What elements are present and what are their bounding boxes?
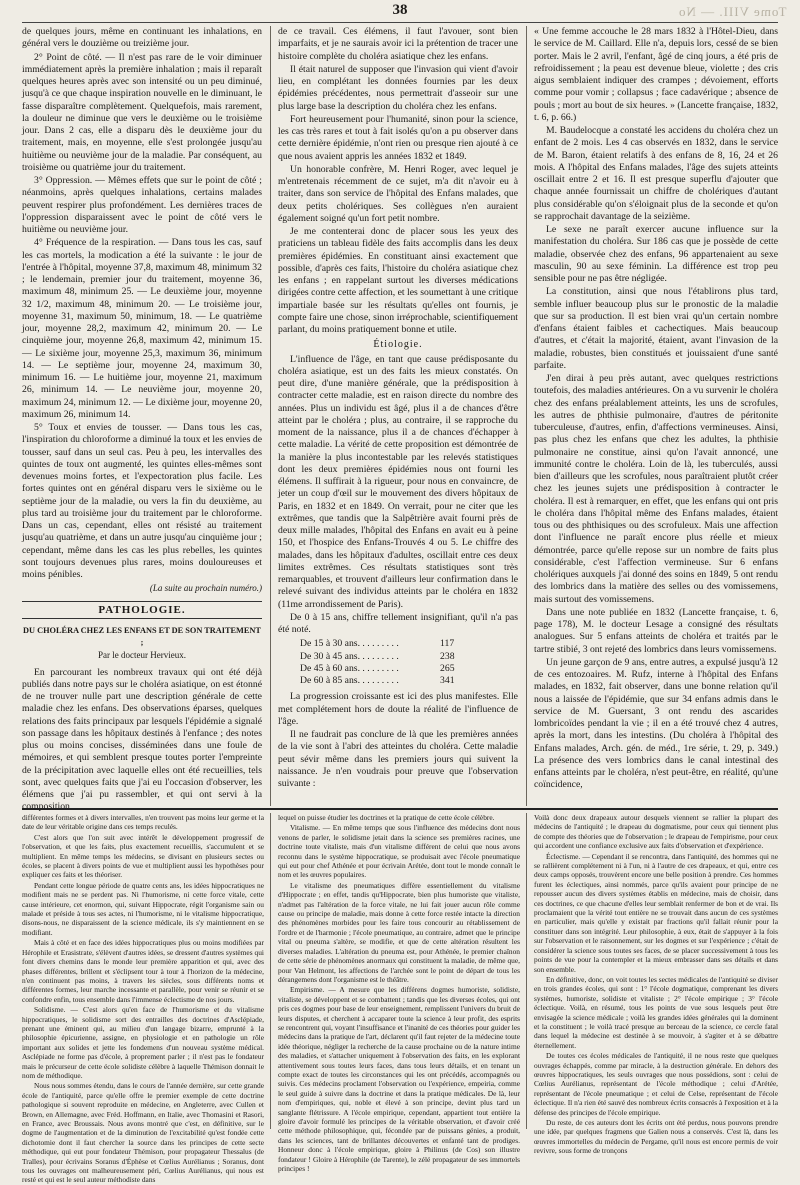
paragraph: C'est alors que l'on suit avec intérêt le développement progressif de l'observation, et que les faits, plus exactement recueillis, s'accumulent et se multiplient. En même temps les médecins, se divisant en plusieurs sectes ou écoles, se placent à divers points de vue et multiplient aussi les hypothèses pour expliquer ces faits et les théoriser. — [22, 832, 264, 880]
paragraph: M. Baudelocque a constaté les accidens du choléra chez un enfant de 2 mois. Les 4 cas observés en 1832, dans le service de M. Baron, étaient relatifs à des enfans de 8, 16, 24 et 26 mois. A l'hôpital des Enfans malades, l'âge des sujets atteints oscillait entre 2 et 16. Il est presque superflu d'ajouter que chaque année fournissait un chiffre de cholériques d'autant plus considérable qu'on s'éloignait plus de la seconde et qu'on se rapprochait davantage de la seizième. — [534, 125, 778, 222]
paragraph: Fort heureusement pour l'humanité, sinon pour la science, les cas très rares et tout à fait isolés qu'on a pu observer dans cette dernière épidémie, n'ont rien ou presque rien ajouté à ce que nous avaient appris les années 1832 et 1849. — [278, 113, 518, 162]
column-divider — [270, 813, 271, 1129]
column-divider — [526, 813, 527, 1129]
paragraph: Un jeune garçon de 9 ans, entre autres, a expulsé jusqu'à 12 de ces entozoaires. M. Rufz, interne à l'hôpital des Enfans malades, en 1832, fait observer, dans une bonne relation qu'il nous a laissée de l'épidémie, que sur 34 enfans admis dans le service de M. Guersant, 3 ont rendu des ascarides lombricoïdes pendant la vie ; il en a été trouvé chez 4 autres, après la mort, dans les intestins. (Du choléra à l'hôpital des Enfans malades, Arch. gén. de méd., 1re série, t. 29, p. 349.) La présence des vers lombrics dans le canal intestinal des enfans atteints par le choléra, n'est peut-être, en réalité, qu'une coïncidence, — [534, 656, 778, 791]
paragraph: Vitalisme. — En même temps que sous l'influence des médecins dont nous venons de parler, le solidisme jetait dans la science ses premières racines, une doctrine toute vitaliste, mais d'un vitalisme différent de celui que nous avons reconnu dans le système hippocratique, se produisait avec l'école pneumatique qui eut pour chef Athénée et pour écrivain Arétée, dont tout le monde connaît le nom et les œuvres populaires. — [278, 823, 520, 880]
table-row — [300, 651, 480, 663]
paragraph: lequel on puisse étudier les doctrines et la pratique de cette école célèbre. — [278, 813, 495, 822]
page-number: 38 — [392, 2, 408, 18]
table-row — [300, 638, 480, 650]
section-rule — [22, 601, 262, 602]
paragraph: Il ne faudrait pas conclure de là que les premières années de la vie sont à l'abri des atteintes du choléra. Cette maladie peut sévir même dans les premiers jours qui suivent la naissance. Je n'en voudrais pour preuve que l'observation suivante : — [278, 729, 518, 789]
paragraph: de ce travail. Ces élémens, il faut l'avouer, sont bien imparfaits, et je ne saurais avoir ici la prétention de tracer une histoire complète du choléra asiatique chez les enfans. — [278, 26, 518, 62]
age-range: De 15 à 30 ans. . . . . . . . . — [300, 638, 399, 650]
paragraph: Dans une note publiée en 1832 (Lancette française, t. 6, page 178), M. le docteur Lesage a consigné des résultats analogues. Sur 5 enfans atteints de choléra et traités par le tartre stibié, 3 ont rejeté des lombrics dans leurs vomissemens. — [534, 606, 778, 655]
continuation-note: (La suite au prochain numéro.) — [149, 583, 262, 594]
paragraph: La progression croissante est ici des plus manifestes. Elle met complétement hors de doute la réalité de l'influence de l'âge. — [278, 691, 518, 727]
upper-col1-paras — [22, 26, 262, 581]
paragraph: 2° Point de côté. — Il n'est pas rare de le voir diminuer immédiatement après la première inhalation ; mais il reparaît quelques heures après avec son intensité ou un peu diminué, jusqu'à ce que chaque inspiration nouvelle en le diminuant, le fasse disparaître complètement. Quelquefois, mais rarement, la douleur ne diminue que vers le deuxième ou le troisième jour. Dans 2 cas, elle a disparu dès le deuxième jour du traitement, mais, en moyenne, elle s'est prolongée jusqu'au huitième ou neuvième jour de la maladie. Par conséquent, au troisième ou quatrième jour du traitement. — [22, 51, 262, 173]
lower-column-1 — [22, 813, 264, 1185]
paragraph: « Une femme accouche le 28 mars 1832 à l'Hôtel-Dieu, dans le service de M. Caillard. Elle n'a, depuis lors, cessé de se bien porter. Mais le 2 avril, l'enfant, âgé de cinq jours, a été pris de refroidissement ; la peau est devenue bleue, violette ; des cris aigus semblaient indiquer des crampes ; dévoiement, efforts comme pour vomir ; collapsus ; face cadavérique ; absence de pouls ; mort au bout de six heures. » (Lancette française, 1832, t. 6, p. 66.) — [534, 26, 778, 123]
paragraph: Mais à côté et en face des idées hippocratiques plus ou moins modifiées par Hérophile et Erasistrate, s'élèvent d'autres idées, se dressent d'autres systèmes qui font divers chemins dans le monde leur première apparition et qui, avec des phases différentes, brillent et s'éclipsent tour à tour à l'horizon de la médecine, n'en continuent pas moins, à travers les siècles, sous différents noms et différentes formes, leur marche incessante et parallèle, pour venir se réunir et se confondre enfin, tous ensemble dans l'immense éclectisme de nos jours. — [22, 938, 264, 1004]
column-divider — [526, 26, 527, 806]
paragraph: Il était naturel de supposer que l'invasion qui vient d'avoir lieu, en complétant les données fournies par les deux épidémies précédentes, nous permettrait d'asseoir sur une plus large base la description du choléra chez les enfans. — [278, 63, 518, 112]
paragraph: Je me contenterai donc de placer sous les yeux des praticiens un tableau fidèle des faits accomplis dans les deux premières épidémies. En constituant ainsi exactement que possible, d'après ces faits, l'histoire du choléra asiatique chez les enfans ; en rappelant surtout les diverses médications dirigées contre cette affection, et les soumettant à une critique impartiale basée sur les résultats qu'elles ont fournis, je compte faire une chose, sinon irréprochable, scientifiquement parlant, du moins pratiquement bonne et utile. — [278, 226, 518, 335]
paragraph: En parcourant les nombreux travaux qui ont été déjà publiés dans notre pays sur le choléra asiatique, on est étonné de ne trouver nulle part une description générale de cette maladie chez les enfans. Des observations éparses, quelques relations des faits principaux par lesquels l'épidémie a signalé son passage dans les hôpitaux destinés à l'enfance ; des notes plus ou moins concises, disséminées dans une foule de mémoires, et qui semblent presque toutes porter l'empreinte de la précipitation avec laquelle elles ont été recueillies, tels sont, avec quelques faits que j'ai eu l'occasion d'observer, les élémens que j'ai pu rassembler, et qui ont servi à la composition — [22, 666, 262, 813]
paragraph: 4° Fréquence de la respiration. — Dans tous les cas, sauf les cas mortels, la modication a été la suivante : le jour de l'entrée à l'hôpital, moyenne 37,8, maximum 48, minimum 32 ; le lendemain, premier jour du traitement, moyenne 36, maximum 48, minimum 25. — Le deuxième jour, moyenne 32 1/2, maximum 48, minimum 20. — Le troisième jour, moyenne 31, maximum 50, minimum, 18. — Le quatrième jour, moyenne 28,2, maximum 42, minimum 20. — Le cinquième jour, moyenne 26,8, maximum 42, minimum 15. — Le sixième jour, moyenne 25,3, maximum 36, minimum 14. — Le septième jour, moyenne 24, maximum 30, minimum 16. — Le huitième jour, moyenne 21, maximum 26, minimum 14. — Le neuvième jour, moyenne 20, maximum 24, minimum 12. — Le dixième jour, moyenne 20, maximum 26, minimum 14. — [22, 237, 262, 420]
article-author: Par le docteur Hervieux. — [98, 650, 186, 661]
section-title: PATHOLOGIE. — [98, 603, 186, 616]
age-table — [300, 638, 518, 687]
paragraph: Pendant cette longue période de quatre cents ans, les idées hippocratiques ne modifient mais ne se perdent pas. Ni l'humorisme, ni cette force vitale, cette cause intérieure, cet enormon, qui, suivant Hippocrate, régit l'organisme sain ou malade et préside à tous ses actes, ni l'humorisme, ni le vitalisme hippocratique, disons-nous, ne disparaissent de la science médicale, ils s'y maintiennent en se modifiant. — [22, 880, 264, 937]
paragraph: La constitution, ainsi que nous l'établirons plus tard, semble influer beaucoup plus sur le pronostic de la maladie que sur sa production. Il est bien vrai qu'un certain nombre d'enfans étaient faibles et cachectiques. Mais beaucoup d'autres, et c'était la majorité, étaient, avant l'invasion de la maladie, robustes, bien constitués et jouissaient d'une santé parfaite. — [534, 286, 778, 371]
age-range: De 60 à 85 ans. . . . . . . . . — [300, 675, 399, 686]
paragraph: Voilà donc deux drapeaux autour desquels viennent se rallier la plupart des médecins de l'antiquité ; le drapeau du dogmatisme, pour ceux qui tiennent plus de compte des théories que de l'observation ; le drapeau de l'empirisme, pour ceux qui accordent une confiance exclusive aux faits d'observation et d'expérience. — [534, 813, 778, 851]
paragraph: Éclectisme. — Cependant il se rencontra, dans l'antiquité, des hommes qui ne se rallièrent complétement ni à l'un, ni à l'autre de ces drapeaux, et qui, entre ces deux camps opposés, trouvèrent encore une belle position à prendre. Ces hommes furent les éclectiques, ainsi nommés, parce qu'ils avaient pour principe de ne repousser aucun des divers systèmes établis en médecine, mais de choisir, dans ces doctrines, ce que chacune d'elles leur semblait renfermer de bon et de vrai. Ils proclamaient que la vérité tout entière ne se trouvait dans aucun de ces systèmes en particulier, mais qu'elle y existait par fractions qu'il fallait réunir pour la constituer dans son intégrité. Leur philosophie, à eux, était de s'appuyer à la fois sur l'observation et le raisonnement, sur les dogmes et sur l'expérience ; c'était de considérer la science sous toutes ses faces, de se placer successivement à tous les points de vue pour la contempler et la mieux embrasser dans ses détails et dans son ensemble. — [534, 851, 778, 974]
lower-column-3 — [534, 813, 778, 1156]
lower-column-2 — [278, 813, 520, 1174]
paragraph: de quelques jours, même en continuant les inhalations, en général vers le douzième ou treizième jour. — [22, 26, 262, 50]
paragraph: J'en dirai à peu près autant, avec quelques restrictions toutefois, des maladies antérieures. On a vu survenir le choléra chez des enfans préalablement atteints, les uns de scrofules, les autres de phthisie pulmonaire, d'autres de péritonite tuberculeuse, d'autres, enfin, d'affections vermineuses. Ainsi, pas plus chez les enfans que chez les adultes, la phthisie pulmonaire ne constitue, ainsi qu'on l'avait annoncé, une immunité contre le choléra. Loin de là, les tuberculés, aussi bien d'ailleurs que les scrofules, nous paraîtraient plutôt créer chez les jeunes sujets une prédisposition à contracter le choléra. Il est à remarquer, en effet, que les enfans qui ont pris le choléra dans l'hôpital même des Enfans malades, étaient tous ou des phthisiques ou des scrofuleux. Mais une affection dont l'influence ne paraît encore plus réelle et mieux démontrée, parce qu'elle repose sur un nombre de faits plus considérable, c'est l'affection vermineuse. Sur 6 enfans cholériques auxquels j'ai donné des soins en 1849, 5 ont rendu des lombrics dans la matière des selles ou des vomissemens, mais surtout des vomissemens. — [534, 373, 778, 605]
paragraph: Solidisme. — C'est alors qu'en face de l'humorisme et du vitalisme hippocratiques, le solidisme sort des entrailles des doctrines d'Asclépiade, prenant une éminent qui, au milieu d'un langage bizarre, emprunté à la philosophie épicurienne, assigne, en physiologie et en pathologie un rôle important aux solides et jette les fondemens d'un nouveau système médical. Asclépiade ne forme pas d'école, à proprement parler ; il n'est pas le fondateur mais le précurseur de cette école solidiste célèbre à laquelle Thémison donnait le nom de méthodique. — [22, 1005, 264, 1080]
header-rule — [22, 22, 778, 23]
paragraph: différentes formes et à divers intervalles, n'en trouvent pas moins leur germe et la date de leur véritable origine dans ces temps reculés. — [22, 813, 264, 832]
case-count: 341 — [440, 675, 455, 686]
upper-column-1 — [22, 26, 262, 813]
subsection-heading: Étiologie. — [373, 339, 423, 351]
paragraph: Le vitalisme des pneumatiques diffère essentiellement du vitalisme d'Hippocrate ; en effet, tandis qu'Hippocrate, bien plus humoriste que vitaliste, n'admet pas l'altération de la force vitale, ne lui fait jouer aucun rôle comme cause ou principe de maladie, mais donne à cette force restée intacte la direction des phénomènes morbides pour les faire tous concourir au rétablissement de l'ordre et de l'harmonie ; l'école pneumatique, au contraire, admet que le principe vital ou pneuma s'altère, se modifie, et que de cette altération résultent les diverses maladies. L'altération du pneuma est, pour Athénée, le premier chaînon de cette série de phénomènes anormaux qui constituent la maladie, de même que, pour Van Helmont, les affections de l'archée sont le point de départ de tous les dérangemens dont l'organisme est le théâtre. — [278, 880, 520, 984]
paragraph: Nous nous sommes étendu, dans le cours de l'année dernière, sur cette grande école de l'antiquité, parce qu'elle offre le premier exemple de cette doctrine pathologique si souvent reproduite en médecine, en Angleterre, avec Cullen et Brown, en Allemagne, avec Fréd. Hoffmann, en Italie, avec Thomasini et Rasori, en France, avec Broussais. Nous avons montré que c'est, en définitive, sur le dogme de l'augmentation et de la diminution de l'excitabilité qu'est fondée cette dichotomie dont il faut chercher la source dans les principes de cette secte méthodique, qui eut pour fondateur Thémison, pour propagateur Thessalus (de Tralles), pour écrivains Soranus d'Éphèse et Cœlius Aurélianus ; Soranus, dont tous les ouvrages ont malheureusement péri, Cœlius Aurélianus, qui nous est resté et qui est le seul auteur méthodiste dans — [22, 1081, 264, 1185]
table-row — [300, 663, 480, 675]
paragraph: L'influence de l'âge, en tant que cause prédisposante du choléra asiatique, est un des faits les mieux constatés. On peut dire, d'une manière générale, que la prédisposition à contracter cette maladie, est en raison directe du nombre des années. Plus un individu est âgé, plus il a de chances d'être atteint par le choléra ; plus, au contraire, il se rapproche du moment de la naissance, plus il a de chances d'échapper à cette maladie. La vérité de cette proposition est démontrée de la manière la plus incontestable par les relevés statistiques dont les deux premières épidémies nous ont fourni les élémens. Il suffirait à la rigueur, pour nous en convaincre, de jeter un coup d'œil sur le mouvement des divers hôpitaux de Paris, en 1832 et en 1849. On verrait, pour ne citer que les extrêmes, que tandis que la Salpêtrière avait fourni près de deux mille malades, l'hôpital des Enfans en avait eu à peine 150, et l'hospice des Enfans-Trouvés 4 ou 5. Le chiffre des malades, dans les hôpitaux d'adultes, oscillait entre ces deux limites extrêmes. Ces résultats statistiques sont très remarquables, et trouvent d'ailleurs leur confirmation dans le relevé suivant des individus atteints par le choléra en 1832 (11me arrondissement de Paris). — [278, 353, 518, 610]
paragraph: Empirisme. — A mesure que les différens dogmes humoriste, solidiste, vitaliste, se développent et se combattent ; tandis que les diverses écoles, qui ont pris ces dogmes pour base de leur enseignement, remplissent l'univers du bruit de leurs disputes, et cherchent à accaparer toute la science à leur profit, des esprits se rencontrent qui, voyant l'insuffisance et l'inanité de ces théories pour guider les médecins dans la pratique de l'art, déclarent qu'il faut rejeter de la médecine toute idée théorique, négliger la recherche de la cause prochaine ou de la nature intime des maladies, et s'attacher uniquement à l'observation des faits, en les explorant attentivement sous toutes leurs faces, dans tous leurs détails, et en tenant un compte exact de toutes les circonstances qui les ont précédés, accompagnés ou suivis. Ces médecins proclament l'observation ou l'expérience, empeiria, comme le seul guide à suivre dans la doctrine et dans la pratique médicales. De là, leur nom d'empiriques, qui, noble et élevé à son principe, devint plus tard un sanglante flétrissure. A l'école empirique, cependant, appartient tout entière la gloire d'avoir formulé les principes de la véritable observation, et d'avoir créé cette méthode philosophique, qui, fécondée par de puissans génies, a produit, dans les sciences, tant de brillantes découvertes et enfanté tant de prodiges. Honneur donc à l'école empirique, gloire à Philinus (de Cos) son illustre fondateur ! Gloire à Hérophile (de Tarente), le zélé propagateur de ses immortels principes ! — [278, 985, 520, 1174]
paragraph: Un honorable confrère, M. Henri Roger, avec lequel je m'entretenais récemment de ce sujet, m'a dit n'avoir eu à traiter, dans son service de l'hôpital des Enfans malades, que deux petits cholériques. Ses collègues n'en auraient également soigné qu'un fort petit nombre. — [278, 163, 518, 224]
age-range: De 45 à 60 ans. . . . . . . . . — [300, 662, 399, 674]
table-row — [300, 675, 480, 687]
paragraph: En définitive, donc, on voit toutes les sectes médicales de l'antiquité se diviser en trois grandes écoles, qui sont : 1° l'école dogmatique, comprenant les divers systèmes, humoriste, solidiste et vitaliste ; 2° l'école empirique ; 3° l'école éclectique. Voilà, en résumé, tous les points de vue sous lesquels peut être envisagée la science médicale ; voilà les grandes idées générales qui la dominent et la constituent ; le voilà tracé presque au berceau de la science, ce cercle fatal dans lequel la médecine est destinée à se mouvoir, à s'agiter et à se débattre éternellement. — [534, 974, 778, 1050]
column-divider — [270, 26, 271, 806]
bleed-through-header: Tome VIII. — No — [677, 4, 786, 19]
case-count: 117 — [440, 638, 455, 650]
paragraph: De toutes ces écoles médicales de l'antiquité, il ne nous reste que quelques ouvrages échappés, comme par miracle, à la destruction générale. En dehors des œuvres hippocratiques, les seuls ouvrages que nous possédions, sont : celui de Cœlius Aurélianus, représentant de l'école méthodique ; celui d'Arétée, représentant de l'école pneumatique ; et celui de Celse, représentant de l'école éclectique. Il n'a rien été sauvé des nombreux écrits consacrés à l'exposition et à la défense des principes de l'école empirique. — [534, 1051, 778, 1117]
case-count: 238 — [440, 650, 455, 662]
paragraph: 3° Oppression. — Mêmes effets que sur le point de côté ; néanmoins, après quelques inhalations, certains malades peuvent respirer plus profondément. Les dernières traces de l'oppression disparaissent avec le point de côté vers le huitième ou neuvième jour. — [22, 175, 262, 235]
paragraph: De 0 à 15 ans, chiffre tellement insignifiant, qu'il n'a pas été noté. — [278, 611, 518, 635]
case-count: 265 — [440, 662, 455, 674]
upper-column-3 — [534, 26, 778, 806]
paragraph: 5° Toux et envies de tousser. — Dans tous les cas, l'inspiration du chloroforme a diminué la toux et les envies de tousser, sauf dans un seul cas. Peu à peu, les intervalles des quintes de toux ont augmenté, les quintes elles-mêmes sont devenues moins fortes, et l'expectoration plus facile. Les fortes quintes ont en général disparu vers le sixième ou le septième jour de la maladie, ou vers la fin du deuxième, au plus tard au troisième jour du traitement par le chloroforme. Dans un cas, cependant, elles ont résisté au traitement jusqu'au quatrième, et dans un autre jusqu'au cinquième jour ; cependant, même dans les cas les plus rebelles, les quintes sont toujours devenues plus rares, moins douloureuses et moins pénibles. — [22, 422, 262, 580]
paragraph: Du reste, de ces auteurs dont les écrits ont été perdus, nous pouvons prendre une idée, par quelques fragmens que Galien nous a conservés. C'est là, dans les œuvres immortelles du médecin de Pergame, qu'il nous est encore permis de voir revivre, sous forme de tronçons — [534, 1118, 778, 1156]
section-separator — [22, 808, 778, 810]
upper-column-2 — [278, 26, 518, 806]
paragraph: Le sexe ne paraît exercer aucune influence sur la manifestation du choléra. Sur 186 cas que je possède de cette maladie, observée chez des enfans, 96 appartenaient au sexe masculin, 90 au sexe féminin. La différence est trop peu sensible pour ne pas être négligée. — [534, 224, 778, 284]
age-range: De 30 à 45 ans. . . . . . . . . — [300, 650, 399, 662]
section-rule — [22, 618, 262, 619]
article-title: DU CHOLÉRA CHEZ LES ENFANS ET DE SON TRAITEMENT ; — [23, 625, 261, 647]
